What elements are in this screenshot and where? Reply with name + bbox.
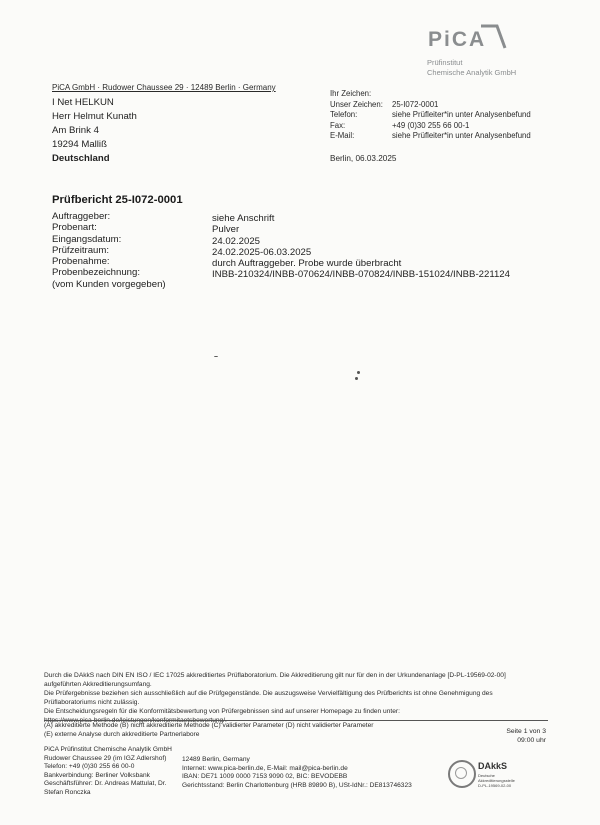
detail-label: Probenbezeichnung: <box>52 267 141 279</box>
ref-value: siehe Prüfleiter*in unter Analysenbefund <box>392 131 531 140</box>
legend-line: (E) externe Analyse durch akkreditierte Partnerlabore <box>44 730 200 738</box>
dakks-subtitle: Deutsche <box>478 773 495 778</box>
dakks-registration: D-PL-19569-02-00 <box>478 783 512 788</box>
ref-row-email <box>330 131 531 142</box>
company-line: Bankverbindung: Berliner Volksbank <box>44 771 150 779</box>
detail-value: 24.02.2025-06.03.2025 <box>212 246 312 258</box>
detail-value: 24.02.2025 <box>212 235 261 247</box>
recipient-street: Am Brink 4 <box>52 125 99 136</box>
logo-subtitle-1: Prüfinstitut <box>427 58 463 67</box>
ref-label: Telefon: <box>330 110 358 119</box>
recipient-person: Herr Helmut Kunath <box>52 111 137 122</box>
detail-value: INBB-210324/INBB-070624/INBB-070824/INBB-151024/INBB-221124 <box>212 269 510 281</box>
detail-value: durch Auftraggeber. Probe wurde überbracht <box>212 258 402 270</box>
ref-value: 25-I072-0001 <box>392 99 439 109</box>
detail-label: Eingangsdatum: <box>52 233 122 245</box>
accreditation-line: Durch die DAkkS nach DIN EN ISO / IEC 17025 akkreditiertes Prüflaboratorium. Die Akkreditierung gilt nur für den in der Urkundenanlage [D-PL-19569-02-00] <box>44 672 506 679</box>
ref-row-unser-zeichen <box>330 100 531 111</box>
company-info <box>44 746 172 798</box>
recipient-city: 19294 Malliß <box>52 139 107 150</box>
ref-label: E-Mail: <box>330 131 355 140</box>
sender-return-address: PiCA GmbH · Rudower Chaussee 29 · 12489 Berlin · Germany <box>52 83 276 92</box>
contact-line: Internet: www.pica-berlin.de, E-Mail: mail@pica-berlin.de <box>182 764 348 772</box>
ref-label: Unser Zeichen: <box>330 99 383 109</box>
ref-value: +49 (0)30 255 66 00-1 <box>392 120 470 130</box>
contact-line: IBAN: DE71 1009 0000 7153 9090 02, BIC: BEVODEBB <box>182 773 348 781</box>
detail-label: Probenahme: <box>52 256 110 268</box>
logo-wordmark: PiCA <box>428 28 487 51</box>
ref-value: siehe Prüfleiter*in unter Analysenbefund <box>392 110 531 119</box>
accreditation-line: https://www.pica-berlin.de/leistungen/konformitaetsbewertung/. <box>44 716 227 724</box>
detail-label: Auftraggeber: <box>52 211 111 222</box>
scan-speck <box>214 356 218 357</box>
contact-info <box>182 756 412 790</box>
accreditation-line: Die Prüfergebnisse beziehen sich ausschließlich auf die Prüfgegenstände. Die auszugsweise Vervielfältigung des Prüfberichts ist ohne Genehmigung des <box>44 689 493 697</box>
recipient-address <box>52 96 137 166</box>
report-title: Prüfbericht 25-I072-0001 <box>52 194 183 206</box>
scan-speck <box>355 377 358 380</box>
detail-label: Probenart: <box>52 222 97 234</box>
company-logo <box>420 20 535 80</box>
document-date: Berlin, 06.03.2025 <box>330 154 397 163</box>
company-line: Rudower Chaussee 29 (im IGZ Adlershof) <box>44 754 167 762</box>
ref-row-telefon <box>330 110 531 121</box>
detail-value: Pulver <box>212 224 240 236</box>
page-number: Seite 1 von 3 <box>506 728 546 735</box>
accreditation-line: Die Entscheidungsregeln für die Konformitätsbewertung von Prüfergebnissen sind auf unserer Homepage zu finden unter: <box>44 707 400 715</box>
page-time: 09:00 uhr <box>517 736 546 744</box>
logo-roof-icon <box>475 20 535 60</box>
company-line: Geschäftsführer: Dr. Andreas Mattulat, Dr. <box>44 780 167 788</box>
contact-line: Gerichtsstand: Berlin Charlottenburg (HRB 89890 B), USt-IdNr.: DE813746323 <box>182 781 412 789</box>
company-line: Stefan Ronczka <box>44 788 91 796</box>
dakks-subtitle: Akkreditierungsstelle <box>478 778 515 783</box>
accreditation-line: Prüflaboratoriums nicht zulässig. <box>44 698 140 706</box>
ref-label: Fax: <box>330 120 346 130</box>
dakks-emblem-icon <box>448 760 476 788</box>
detail-label: Prüfzeitraum: <box>52 244 110 256</box>
detail-label: (vom Kunden vorgegeben) <box>52 278 166 290</box>
page-info <box>490 728 546 746</box>
detail-value: siehe Anschrift <box>212 213 275 224</box>
accreditation-line: aufgeführten Akkreditierungsumfang. <box>44 680 152 688</box>
company-line: Telefon: +49 (0)30 255 66 00-0 <box>44 763 135 771</box>
logo-subtitle-2: Chemische Analytik GmbH <box>427 68 517 77</box>
dakks-wordmark: DAkkS <box>478 761 508 771</box>
ref-row-ihr-zeichen <box>330 89 531 100</box>
accreditation-notice <box>44 672 549 725</box>
company-line: PiCA Prüfinstitut Chemische Analytik GmbH <box>44 746 172 753</box>
ref-label: Ihr Zeichen: <box>330 89 372 98</box>
dakks-logo <box>448 758 538 792</box>
ref-row-fax <box>330 121 531 132</box>
contact-line: 12489 Berlin, Germany <box>182 756 250 763</box>
recipient-company: I Net HELKUN <box>52 97 114 108</box>
recipient-country: Deutschland <box>52 153 110 164</box>
scan-speck <box>357 371 360 374</box>
footer-divider <box>44 720 548 721</box>
method-legend <box>44 722 373 739</box>
reference-block <box>330 89 531 142</box>
legend-line: (A) akkreditierte Methode (B) nicht akkreditierte Methode (C) validierter Parameter (D) nicht validierter Parameter <box>44 722 374 729</box>
